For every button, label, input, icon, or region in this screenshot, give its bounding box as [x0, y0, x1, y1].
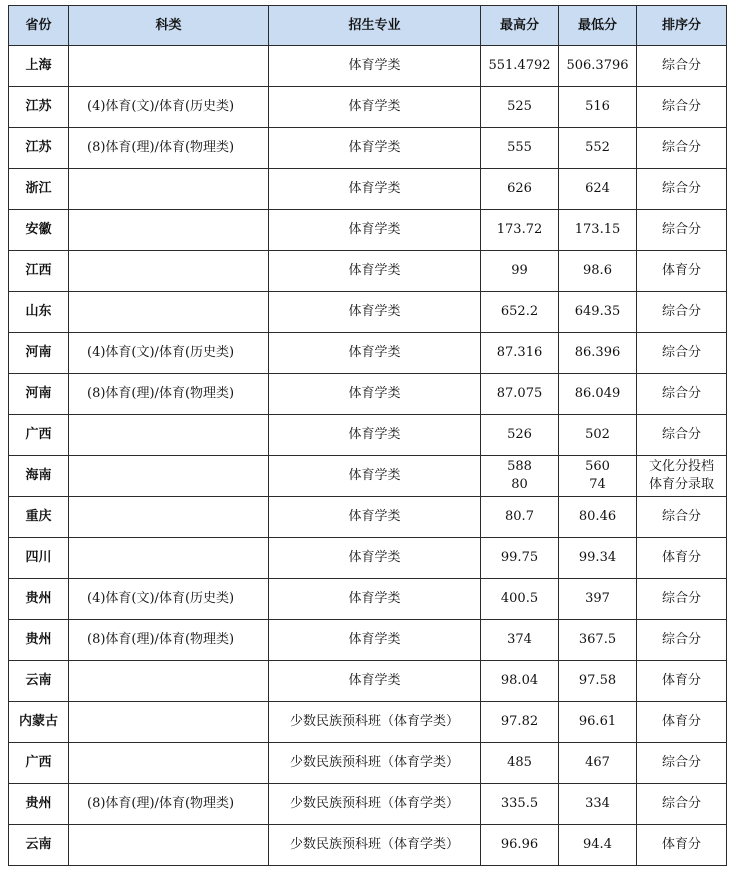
cell-min-score — [559, 333, 637, 374]
cell-province — [9, 620, 69, 661]
cell-min-score — [559, 497, 637, 538]
cell-sort-score-value: 综合分 — [661, 509, 701, 524]
cell-province-value: 江苏 — [25, 140, 52, 155]
cell-sort-score — [637, 128, 727, 169]
cell-sort-score-value: 体育分 — [661, 550, 701, 565]
table-row — [9, 825, 727, 866]
cell-min-score-value: 560 — [585, 459, 610, 474]
cell-province-value: 四川 — [25, 550, 52, 565]
cell-major — [269, 620, 481, 661]
header-subject: 科类 — [69, 6, 269, 46]
cell-province — [9, 210, 69, 251]
cell-major — [269, 128, 481, 169]
cell-sort-score — [637, 374, 727, 415]
table-row — [9, 46, 727, 87]
cell-min-score — [559, 784, 637, 825]
table-row — [9, 374, 727, 415]
cell-max-score — [481, 128, 559, 169]
cell-major — [269, 169, 481, 210]
cell-major-value: 少数民族预科班（体育学类） — [289, 755, 459, 770]
cell-major-value: 体育学类 — [348, 58, 401, 73]
cell-min-score-value: 97.58 — [578, 673, 617, 688]
table-row — [9, 87, 727, 128]
cell-province — [9, 87, 69, 128]
header-max-score: 最高分 — [481, 6, 559, 46]
cell-min-score — [559, 661, 637, 702]
cell-subject — [69, 46, 269, 87]
cell-province-value: 浙江 — [25, 181, 52, 196]
cell-province — [9, 128, 69, 169]
cell-max-score-value-2: 80 — [511, 477, 528, 492]
cell-max-score-value: 87.316 — [496, 345, 543, 360]
table-row — [9, 210, 727, 251]
cell-sort-score-value: 文化分投档 — [648, 459, 714, 474]
cell-max-score-value: 485 — [507, 755, 532, 770]
cell-sort-score — [637, 620, 727, 661]
cell-max-score-value: 173.72 — [496, 222, 543, 237]
cell-sort-score-value: 综合分 — [661, 99, 701, 114]
cell-major-value: 体育学类 — [348, 140, 401, 155]
cell-major — [269, 87, 481, 128]
cell-max-score-value: 588 — [507, 459, 532, 474]
cell-max-score-value: 551.4792 — [488, 58, 551, 73]
cell-max-score-value: 335.5 — [500, 796, 539, 811]
table-row — [9, 128, 727, 169]
cell-max-score-value: 87.075 — [496, 386, 543, 401]
cell-subject — [69, 251, 269, 292]
cell-max-score — [481, 661, 559, 702]
table-row — [9, 333, 727, 374]
cell-subject-value: (4)体育(文)/体育(历史类) — [87, 345, 235, 360]
cell-major — [269, 743, 481, 784]
cell-max-score-value: 400.5 — [500, 591, 539, 606]
cell-sort-score-value: 综合分 — [661, 632, 701, 647]
table-row — [9, 743, 727, 784]
cell-subject-value: (8)体育(理)/体育(物理类) — [87, 632, 235, 647]
cell-min-score — [559, 87, 637, 128]
cell-min-score-value: 502 — [585, 427, 610, 442]
header-province: 省份 — [9, 6, 69, 46]
cell-subject — [69, 87, 269, 128]
cell-max-score — [481, 743, 559, 784]
cell-max-score-value: 97.82 — [500, 714, 539, 729]
cell-major-value: 体育学类 — [348, 550, 401, 565]
cell-province-value: 贵州 — [25, 796, 52, 811]
cell-min-score-value: 552 — [585, 140, 610, 155]
cell-sort-score — [637, 784, 727, 825]
cell-subject — [69, 579, 269, 620]
cell-subject — [69, 497, 269, 538]
cell-max-score-value: 526 — [507, 427, 532, 442]
cell-max-score-value: 525 — [507, 99, 532, 114]
cell-province-value: 江苏 — [25, 99, 52, 114]
cell-major-value: 体育学类 — [348, 509, 401, 524]
cell-min-score-value: 467 — [585, 755, 610, 770]
cell-province — [9, 374, 69, 415]
cell-province — [9, 46, 69, 87]
cell-sort-score-value: 体育分 — [661, 673, 701, 688]
cell-min-score-value: 96.61 — [578, 714, 617, 729]
cell-major — [269, 333, 481, 374]
cell-major — [269, 251, 481, 292]
cell-sort-score — [637, 333, 727, 374]
header-sort-score: 排序分 — [637, 6, 727, 46]
cell-major-value: 少数民族预科班（体育学类） — [289, 714, 459, 729]
cell-min-score — [559, 374, 637, 415]
cell-subject-value: (8)体育(理)/体育(物理类) — [87, 140, 235, 155]
cell-major — [269, 538, 481, 579]
cell-min-score — [559, 538, 637, 579]
cell-sort-score-value-2: 体育分录取 — [648, 477, 714, 492]
cell-province-value: 上海 — [25, 58, 52, 73]
cell-major — [269, 702, 481, 743]
cell-min-score-value: 506.3796 — [566, 58, 629, 73]
table-row — [9, 661, 727, 702]
cell-max-score — [481, 538, 559, 579]
cell-major — [269, 292, 481, 333]
cell-max-score — [481, 784, 559, 825]
cell-sort-score-value: 综合分 — [661, 427, 701, 442]
cell-province-value: 内蒙古 — [18, 714, 58, 729]
table-header-row — [9, 6, 727, 46]
cell-major-value: 体育学类 — [348, 673, 401, 688]
cell-major-value: 体育学类 — [348, 468, 401, 483]
cell-min-score — [559, 743, 637, 784]
cell-subject — [69, 784, 269, 825]
cell-max-score — [481, 702, 559, 743]
cell-subject — [69, 825, 269, 866]
cell-min-score-value: 98.6 — [583, 263, 612, 278]
admission-scores-table — [8, 5, 727, 866]
cell-province-value: 贵州 — [25, 591, 52, 606]
cell-min-score-value: 86.049 — [574, 386, 621, 401]
cell-max-score-value: 626 — [507, 181, 532, 196]
cell-major — [269, 456, 481, 497]
cell-max-score-value: 99.75 — [500, 550, 539, 565]
table-row — [9, 702, 727, 743]
cell-max-score-value: 555 — [507, 140, 532, 155]
cell-subject — [69, 292, 269, 333]
cell-min-score-value: 367.5 — [578, 632, 617, 647]
cell-subject — [69, 169, 269, 210]
cell-sort-score-value: 综合分 — [661, 58, 701, 73]
cell-min-score-value: 397 — [585, 591, 610, 606]
cell-major — [269, 497, 481, 538]
cell-sort-score — [637, 661, 727, 702]
table-row — [9, 169, 727, 210]
cell-sort-score-value: 综合分 — [661, 345, 701, 360]
cell-sort-score-value: 综合分 — [661, 181, 701, 196]
table-row — [9, 538, 727, 579]
cell-major-value: 体育学类 — [348, 304, 401, 319]
cell-sort-score-value: 体育分 — [661, 714, 701, 729]
cell-major-value: 体育学类 — [348, 386, 401, 401]
cell-subject — [69, 538, 269, 579]
table-row — [9, 579, 727, 620]
cell-subject — [69, 456, 269, 497]
cell-min-score-value: 334 — [585, 796, 610, 811]
cell-sort-score-value: 体育分 — [661, 837, 701, 852]
cell-province — [9, 456, 69, 497]
cell-sort-score — [637, 46, 727, 87]
cell-province — [9, 702, 69, 743]
cell-sort-score-value: 体育分 — [661, 263, 701, 278]
cell-subject — [69, 415, 269, 456]
cell-province-value: 安徽 — [25, 222, 52, 237]
cell-min-score — [559, 210, 637, 251]
cell-subject — [69, 374, 269, 415]
cell-max-score — [481, 374, 559, 415]
cell-major-value: 体育学类 — [348, 427, 401, 442]
cell-min-score — [559, 169, 637, 210]
cell-major-value: 少数民族预科班（体育学类） — [289, 837, 459, 852]
cell-province-value: 广西 — [25, 755, 52, 770]
cell-province-value: 重庆 — [25, 509, 52, 524]
cell-sort-score — [637, 87, 727, 128]
cell-province — [9, 333, 69, 374]
cell-subject-value: (8)体育(理)/体育(物理类) — [87, 796, 235, 811]
cell-max-score — [481, 497, 559, 538]
cell-sort-score-value: 综合分 — [661, 796, 701, 811]
cell-min-score-value: 80.46 — [578, 509, 617, 524]
cell-province-value: 云南 — [25, 673, 52, 688]
cell-sort-score-value: 综合分 — [661, 755, 701, 770]
cell-sort-score — [637, 169, 727, 210]
cell-major-value: 体育学类 — [348, 99, 401, 114]
cell-min-score — [559, 128, 637, 169]
cell-major-value: 体育学类 — [348, 222, 401, 237]
header-min-score: 最低分 — [559, 6, 637, 46]
cell-province — [9, 784, 69, 825]
cell-sort-score-value: 综合分 — [661, 304, 701, 319]
cell-max-score — [481, 292, 559, 333]
table-row — [9, 497, 727, 538]
cell-min-score-value: 516 — [585, 99, 610, 114]
cell-major — [269, 374, 481, 415]
cell-max-score — [481, 251, 559, 292]
table-row — [9, 620, 727, 661]
cell-max-score — [481, 210, 559, 251]
cell-sort-score — [637, 292, 727, 333]
cell-province-value: 山东 — [25, 304, 52, 319]
cell-major — [269, 825, 481, 866]
table-row — [9, 251, 727, 292]
cell-sort-score — [637, 415, 727, 456]
cell-subject — [69, 333, 269, 374]
cell-sort-score — [637, 210, 727, 251]
cell-province-value: 河南 — [25, 345, 52, 360]
cell-max-score-value: 652.2 — [500, 304, 539, 319]
cell-max-score — [481, 87, 559, 128]
cell-sort-score-value: 综合分 — [661, 386, 701, 401]
cell-major-value: 体育学类 — [348, 181, 401, 196]
cell-sort-score-value: 综合分 — [661, 591, 701, 606]
cell-max-score-value: 80.7 — [505, 509, 534, 524]
cell-province-value: 贵州 — [25, 632, 52, 647]
table-row — [9, 292, 727, 333]
cell-min-score — [559, 292, 637, 333]
cell-sort-score — [637, 456, 727, 497]
cell-sort-score — [637, 579, 727, 620]
cell-province — [9, 825, 69, 866]
cell-subject — [69, 210, 269, 251]
cell-sort-score-value: 综合分 — [661, 140, 701, 155]
cell-major-value: 体育学类 — [348, 345, 401, 360]
cell-min-score — [559, 46, 637, 87]
cell-min-score-value: 624 — [585, 181, 610, 196]
cell-max-score — [481, 415, 559, 456]
cell-province — [9, 292, 69, 333]
cell-max-score — [481, 333, 559, 374]
cell-subject — [69, 661, 269, 702]
cell-province — [9, 497, 69, 538]
cell-max-score — [481, 579, 559, 620]
cell-province-value: 广西 — [25, 427, 52, 442]
cell-subject — [69, 128, 269, 169]
cell-min-score-value: 99.34 — [578, 550, 617, 565]
cell-province — [9, 538, 69, 579]
cell-major-value: 少数民族预科班（体育学类） — [289, 796, 459, 811]
cell-province — [9, 169, 69, 210]
cell-max-score — [481, 46, 559, 87]
table-row — [9, 456, 727, 497]
cell-subject-value: (4)体育(文)/体育(历史类) — [87, 591, 235, 606]
cell-province — [9, 415, 69, 456]
cell-min-score-value: 173.15 — [574, 222, 621, 237]
cell-major — [269, 415, 481, 456]
table-row — [9, 784, 727, 825]
cell-sort-score — [637, 702, 727, 743]
cell-min-score-value: 86.396 — [574, 345, 621, 360]
cell-major — [269, 579, 481, 620]
cell-min-score-value: 649.35 — [574, 304, 621, 319]
cell-min-score-value-2: 74 — [589, 477, 606, 492]
cell-province — [9, 579, 69, 620]
cell-sort-score — [637, 497, 727, 538]
cell-subject-value: (8)体育(理)/体育(物理类) — [87, 386, 235, 401]
cell-province — [9, 251, 69, 292]
cell-min-score — [559, 825, 637, 866]
cell-min-score — [559, 456, 637, 497]
cell-max-score — [481, 456, 559, 497]
header-major: 招生专业 — [269, 6, 481, 46]
cell-major — [269, 46, 481, 87]
cell-max-score-value: 374 — [507, 632, 532, 647]
cell-max-score — [481, 620, 559, 661]
cell-max-score — [481, 825, 559, 866]
cell-min-score — [559, 579, 637, 620]
cell-sort-score-value: 综合分 — [661, 222, 701, 237]
cell-sort-score — [637, 743, 727, 784]
cell-max-score-value: 99 — [511, 263, 528, 278]
cell-min-score-value: 94.4 — [583, 837, 612, 852]
cell-min-score — [559, 251, 637, 292]
cell-province-value: 云南 — [25, 837, 52, 852]
cell-province-value: 河南 — [25, 386, 52, 401]
cell-min-score — [559, 415, 637, 456]
cell-major-value: 体育学类 — [348, 632, 401, 647]
cell-subject-value: (4)体育(文)/体育(历史类) — [87, 99, 235, 114]
cell-province-value: 江西 — [25, 263, 52, 278]
cell-max-score-value: 98.04 — [500, 673, 539, 688]
cell-sort-score — [637, 825, 727, 866]
cell-subject — [69, 702, 269, 743]
cell-major — [269, 210, 481, 251]
cell-sort-score — [637, 538, 727, 579]
cell-sort-score — [637, 251, 727, 292]
cell-subject — [69, 743, 269, 784]
cell-major-value: 体育学类 — [348, 263, 401, 278]
cell-province-value: 海南 — [25, 468, 52, 483]
cell-max-score-value: 96.96 — [500, 837, 539, 852]
cell-major — [269, 661, 481, 702]
cell-max-score — [481, 169, 559, 210]
cell-min-score — [559, 620, 637, 661]
table-row — [9, 415, 727, 456]
cell-major-value: 体育学类 — [348, 591, 401, 606]
cell-province — [9, 661, 69, 702]
cell-major — [269, 784, 481, 825]
cell-province — [9, 743, 69, 784]
cell-min-score — [559, 702, 637, 743]
cell-subject — [69, 620, 269, 661]
